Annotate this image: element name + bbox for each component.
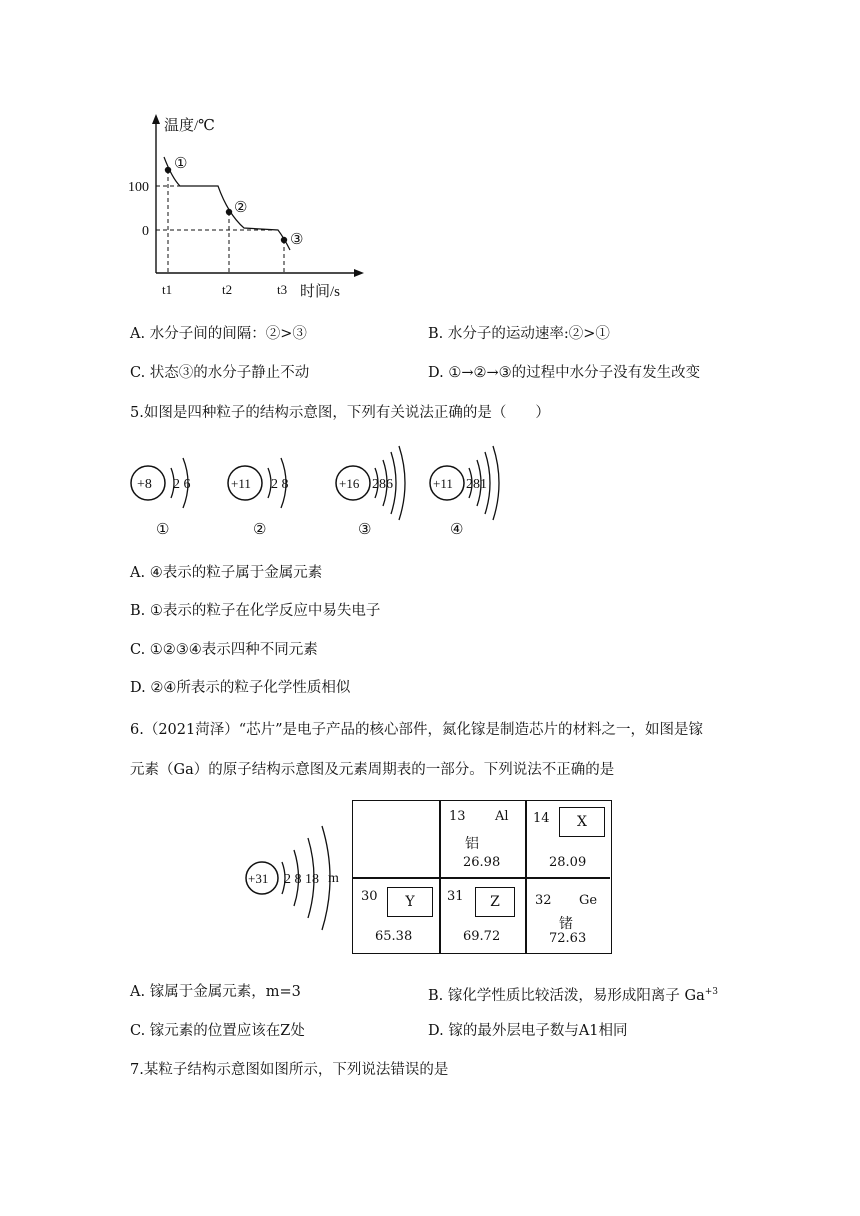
svg-text:③: ③ <box>358 522 372 538</box>
y-axis-label: 温度/℃ <box>164 118 215 134</box>
cell-al: 13 Al 铝 26.98 <box>449 809 509 870</box>
svg-text:m: m <box>328 871 339 886</box>
particle-4 <box>430 446 499 538</box>
svg-text:②: ② <box>253 522 267 538</box>
z-box: Z <box>475 887 515 917</box>
cell-x: 14 X 28.09 <box>527 801 611 877</box>
svg-text:④: ④ <box>450 522 464 538</box>
svg-text:281: 281 <box>466 477 487 492</box>
svg-text:2 6: 2 6 <box>173 477 191 492</box>
q6-option-a: A. 镓属于金属元素，m=3 <box>130 984 301 1000</box>
svg-text:+31: +31 <box>248 871 269 886</box>
svg-text:①: ① <box>156 522 170 538</box>
x-tick-t2: t2 <box>222 282 233 297</box>
particle-diagrams <box>125 440 525 540</box>
point-2 <box>226 209 232 215</box>
q5-option-d: D. ②④所表示的粒子化学性质相似 <box>130 680 351 696</box>
q7-stem: 7.某粒子结构示意图如图所示，下列说法错误的是 <box>130 1062 449 1078</box>
x-axis-label: 时间/s <box>300 284 341 300</box>
cell-ge: 32 Ge 锗 72.63 <box>535 893 598 946</box>
svg-text:+11: +11 <box>231 476 251 491</box>
marker-1: ① <box>174 156 188 172</box>
svg-text:+8: +8 <box>137 477 152 492</box>
particle-2 <box>228 458 289 538</box>
q6-stem-line2: 元素（Ga）的原子结构示意图及元素周期表的一部分。下列说法不正确的是 <box>130 762 615 778</box>
q6-option-b: B. 镓化学性质比较活泼，易形成阳离子 $Ga^{+3}$ <box>428 987 718 1004</box>
q5-option-a: A. ④表示的粒子属于金属元素 <box>130 565 323 581</box>
svg-text:+16: +16 <box>339 476 360 491</box>
x-tick-t1: t1 <box>162 282 173 297</box>
q4-option-a: A. 水分子间的间隔：②>③ <box>130 326 307 342</box>
gallium-atom-diagram <box>242 810 352 950</box>
y-tick-0: 0 <box>142 224 149 239</box>
y-box: Y <box>387 887 433 917</box>
ion-charge-superscript: +3 <box>704 987 718 997</box>
particle-1 <box>131 458 191 538</box>
y-tick-100: 100 <box>128 180 149 195</box>
x-box: X <box>559 807 605 837</box>
point-1 <box>165 167 171 173</box>
svg-text:286: 286 <box>372 477 393 492</box>
q6-option-d: D. 镓的最外层电子数与A1相同 <box>428 1023 628 1039</box>
x-tick-t3: t3 <box>277 282 288 297</box>
q6-option-c: C. 镓元素的位置应该在Z处 <box>130 1023 305 1039</box>
q5-stem: 5.如图是四种粒子的结构示意图，下列有关说法正确的是（ ） <box>130 405 550 421</box>
q4-option-c: C. 状态③的水分子静止不动 <box>130 365 310 381</box>
q5-option-b: B. ①表示的粒子在化学反应中易失电子 <box>130 603 381 619</box>
q6-stem-line1: 6.（2021菏泽）“芯片”是电子产品的核心部件，氮化镓是制造芯片的材料之一，如图是镓 <box>130 722 704 738</box>
marker-3: ③ <box>290 232 304 248</box>
svg-text:+11: +11 <box>433 476 453 491</box>
particle-3 <box>336 446 405 538</box>
svg-text:2 8: 2 8 <box>271 477 289 492</box>
point-3 <box>281 237 287 243</box>
cell-z: 31 Z 69.72 <box>441 879 525 953</box>
q4-option-b: B. 水分子的运动速率:②>① <box>428 326 610 342</box>
marker-2: ② <box>234 200 248 216</box>
q5-option-c: C. ①②③④表示四种不同元素 <box>130 642 318 658</box>
cell-y: 30 Y 65.38 <box>353 879 439 953</box>
svg-text:2 8 18: 2 8 18 <box>284 872 319 887</box>
q4-option-d: D. ①→②→③的过程中水分子没有发生改变 <box>428 365 701 381</box>
temperature-time-graph <box>120 108 380 308</box>
periodic-table-fragment <box>352 800 612 954</box>
